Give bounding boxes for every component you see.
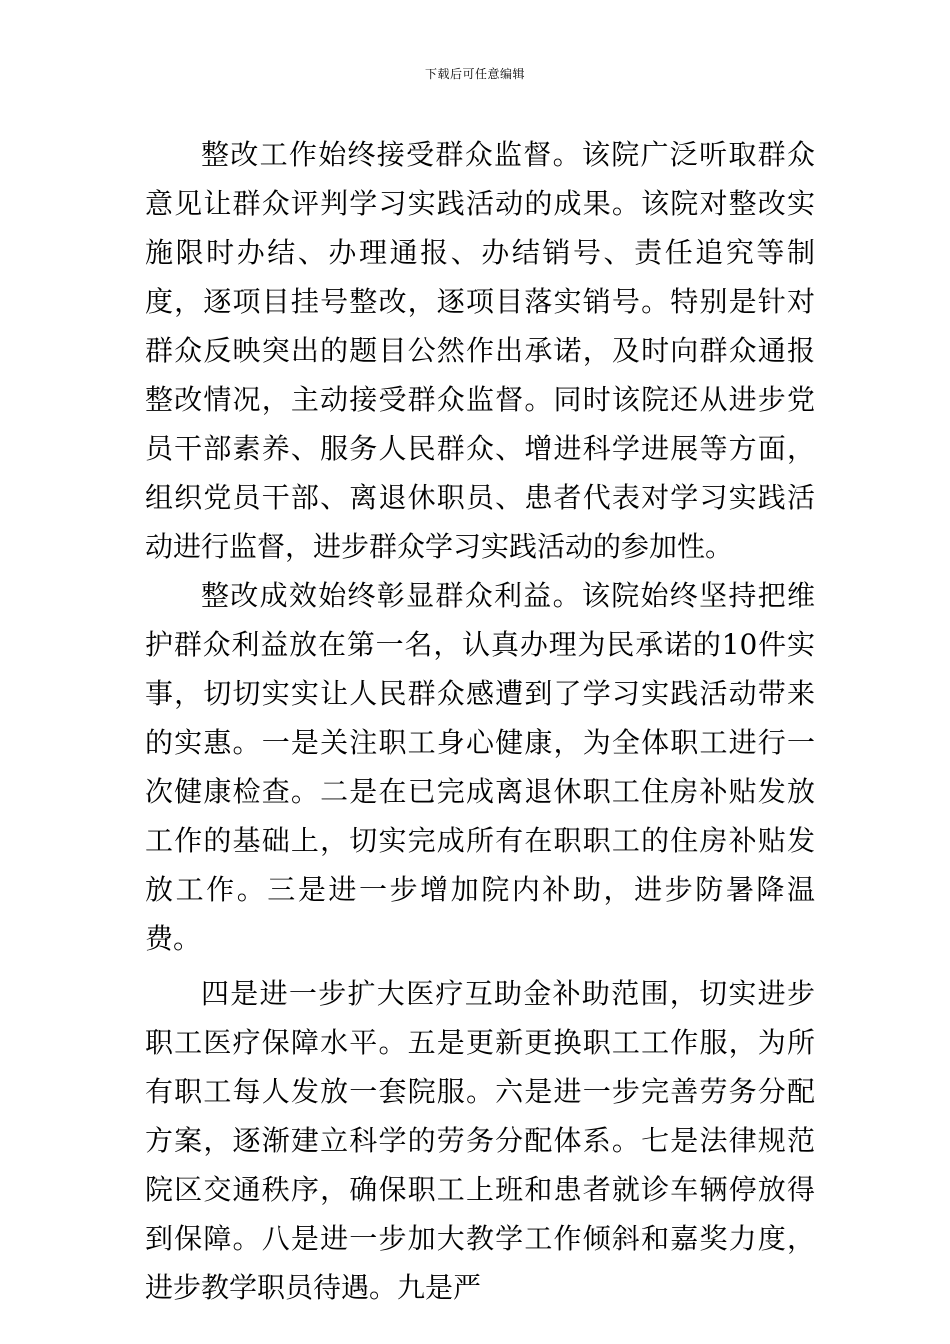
document-body	[145, 130, 815, 1312]
paragraph-measures: 四是进一步扩大医疗互助金补助范围，切实进步职工医疗保障水平。五是更新更换职工工作服，为所有职工每人发放一套院服。六是进一步完善劳务分配方案，逐渐建立科学的劳务分配体系。七是法律规范院区交通秩序，确保职工上班和患者就诊车辆停放得到保障。八是进一步加大教学工作倾斜和嘉奖力度，进步教学职员待遇。九是严	[145, 977, 815, 1304]
paragraph-supervision: 整改工作始终接受群众监督。该院广泛听取群众意见让群众评判学习实践活动的成果。该院对整改实施限时办结、办理通报、办结销号、责任追究等制度，逐项目挂号整改，逐项目落实销号。特别是针对群众反映突出的题目公然作出承诺，及时向群众通报整改情况，主动接受群众监督。同时该院还从进步党员干部素养、服务人民群众、增进科学进展等方面，组织党员干部、离退休职员、患者代表对学习实践活动进行监督，进步群众学习实践活动的参加性。	[145, 138, 815, 563]
paragraph-benefits: 整改成效始终彰显群众利益。该院始终坚持把维护群众利益放在第一名，认真办理为民承诺的10件实事，切切实实让人民群众感遭到了学习实践活动带来的实惠。一是关注职工身心健康，为全体职工进行一次健康检查。二是在已完成离退休职工住房补贴发放工作的基础上，切实完成所有在职职工的住房补贴发放工作。三是进一步增加院内补助，进步防暑降温费。	[145, 579, 815, 955]
page-header: 下载后可任意编辑	[424, 67, 525, 81]
